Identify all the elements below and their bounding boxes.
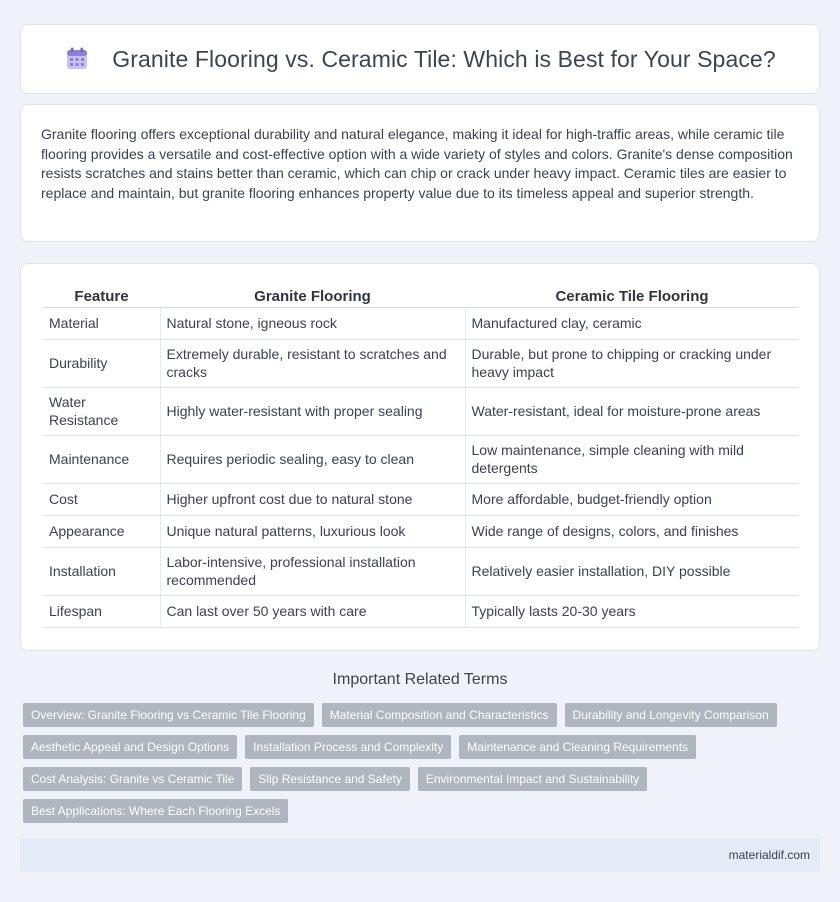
related-terms-heading: Important Related Terms: [332, 671, 508, 688]
header-granite: Granite Flooring: [160, 282, 465, 308]
tag-row: [23, 703, 823, 727]
ceramic-cell: Water-resistant, ideal for moisture-prone areas: [465, 388, 799, 436]
feature-cell: Water Resistance: [43, 388, 160, 436]
intro-card: [20, 104, 820, 242]
table-row: [43, 596, 799, 628]
page-title: Granite Flooring vs. Ceramic Tile: Which is Best for Your Space?: [112, 45, 776, 72]
granite-cell: Natural stone, igneous rock: [160, 308, 465, 340]
related-term-tag[interactable]: Maintenance and Cleaning Requirements: [459, 735, 696, 759]
table-row: [43, 484, 799, 516]
feature-cell: Lifespan: [43, 596, 160, 628]
related-term-tag[interactable]: Durability and Longevity Comparison: [565, 703, 777, 727]
granite-cell: Requires periodic sealing, easy to clean: [160, 436, 465, 484]
granite-cell: Labor-intensive, professional installation recommended: [160, 548, 465, 596]
related-term-tag[interactable]: Best Applications: Where Each Flooring Excels: [23, 799, 288, 823]
feature-cell: Installation: [43, 548, 160, 596]
related-term-tag[interactable]: Installation Process and Complexity: [245, 735, 451, 759]
table-row: [43, 516, 799, 548]
tag-row: [23, 799, 823, 823]
tag-row: [23, 767, 823, 791]
feature-cell: Material: [43, 308, 160, 340]
intro-paragraph: Granite flooring offers exceptional durability and natural elegance, making it ideal for high-traffic areas, while ceramic tile flooring provides a versatile and cost-effective option with a wide variety of styles and colors. Granite's dense composition resists scratches and stains better than ceramic, which can chip or crack under heavy impact. Ceramic tiles are easier to replace and maintain, but granite flooring enhances property value due to its timeless appeal and superior strength.: [41, 126, 793, 201]
header-ceramic: Ceramic Tile Flooring: [465, 282, 799, 308]
ceramic-cell: Low maintenance, simple cleaning with mild detergents: [465, 436, 799, 484]
ceramic-cell: Wide range of designs, colors, and finishes: [465, 516, 799, 548]
related-term-tag[interactable]: Overview: Granite Flooring vs Ceramic Tile Flooring: [23, 703, 314, 727]
tag-row: [23, 735, 823, 759]
table-header-row: [43, 282, 799, 308]
granite-cell: Unique natural patterns, luxurious look: [160, 516, 465, 548]
header-feature: Feature: [43, 282, 160, 308]
feature-cell: Durability: [43, 340, 160, 388]
feature-cell: Appearance: [43, 516, 160, 548]
ceramic-cell: Durable, but prone to chipping or cracking under heavy impact: [465, 340, 799, 388]
footer: [20, 838, 820, 872]
related-term-tag[interactable]: Slip Resistance and Safety: [250, 767, 409, 791]
table-row: [43, 340, 799, 388]
table-row: [43, 436, 799, 484]
title-card: [20, 24, 820, 94]
related-terms-list: [23, 703, 823, 831]
ceramic-cell: Manufactured clay, ceramic: [465, 308, 799, 340]
ceramic-cell: More affordable, budget-friendly option: [465, 484, 799, 516]
granite-cell: Higher upfront cost due to natural stone: [160, 484, 465, 516]
related-term-tag[interactable]: Cost Analysis: Granite vs Ceramic Tile: [23, 767, 242, 791]
related-term-tag[interactable]: Environmental Impact and Sustainability: [418, 767, 647, 791]
feature-cell: Cost: [43, 484, 160, 516]
comparison-card: [20, 263, 820, 651]
granite-cell: Extremely durable, resistant to scratches and cracks: [160, 340, 465, 388]
table-row: [43, 548, 799, 596]
comparison-table: [43, 282, 799, 628]
site-name[interactable]: materialdif.com: [728, 848, 810, 862]
related-term-tag[interactable]: Material Composition and Characteristics: [322, 703, 557, 727]
calendar-grid-icon: [64, 46, 90, 72]
table-row: [43, 388, 799, 436]
table-row: [43, 308, 799, 340]
granite-cell: Highly water-resistant with proper sealing: [160, 388, 465, 436]
feature-cell: Maintenance: [43, 436, 160, 484]
granite-cell: Can last over 50 years with care: [160, 596, 465, 628]
related-term-tag[interactable]: Aesthetic Appeal and Design Options: [23, 735, 237, 759]
ceramic-cell: Typically lasts 20-30 years: [465, 596, 799, 628]
ceramic-cell: Relatively easier installation, DIY possible: [465, 548, 799, 596]
